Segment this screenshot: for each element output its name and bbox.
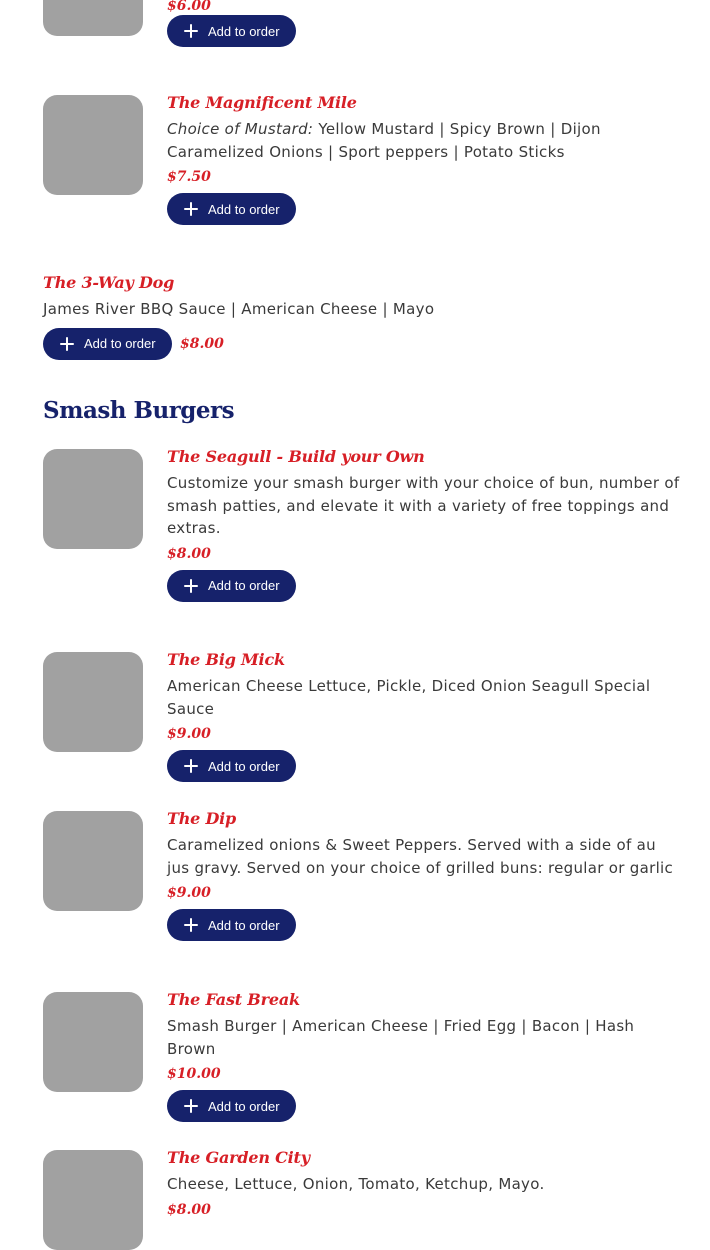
item-name[interactable]: The Magnificent Mile [167,93,357,112]
add-to-order-button[interactable] [167,570,296,602]
item-price: $6.00 [167,0,211,14]
item-description: Smash Burger | American Cheese | Fried Egg | Bacon | Hash Brown [167,1017,635,1058]
item-name[interactable]: The Seagull - Build your Own [167,447,425,466]
item-image-placeholder[interactable] [43,449,143,549]
item-description: American Cheese Lettuce, Pickle, Diced Onion Seagull Special Sauce [167,677,651,718]
item-description-text: Yellow Mustard | Spicy Brown | Dijon Caramelized Onions | Sport peppers | Potato Sticks [167,120,601,161]
item-price: $9.00 [167,726,211,742]
item-price: $10.00 [167,1066,221,1082]
item-price: $8.00 [167,1201,211,1218]
item-description-lead: Choice of Mustard: [167,120,314,138]
item-price: $9.00 [167,885,211,901]
add-to-order-button[interactable] [167,193,296,225]
item-description: Caramelized onions & Sweet Peppers. Served with a side of au jus gravy. Served on your choice of grilled buns: regular or garlic [167,836,674,877]
plus-icon [184,202,198,216]
item-image-placeholder[interactable] [43,992,143,1092]
add-to-order-label: Add to order [84,336,156,351]
plus-icon [184,24,198,38]
plus-icon [60,337,74,351]
item-price: $8.00 [180,335,224,352]
item-image-placeholder[interactable] [43,811,143,911]
item-image-placeholder[interactable] [43,0,143,36]
section-title-smash-burgers: Smash Burgers [43,397,235,424]
add-to-order-button[interactable] [167,909,296,941]
add-to-order-button[interactable] [167,1090,296,1122]
item-name[interactable]: The 3-Way Dog [43,273,175,292]
item-name[interactable]: The Garden City [167,1148,310,1167]
plus-icon [184,918,198,932]
item-description: James River BBQ Sauce | American Cheese | Mayo [43,300,435,318]
item-image-placeholder[interactable] [43,1150,143,1250]
plus-icon [184,759,198,773]
item-description: Cheese, Lettuce, Onion, Tomato, Ketchup, Mayo. [167,1175,545,1193]
item-image-placeholder[interactable] [43,95,143,195]
add-to-order-label: Add to order [208,1098,280,1114]
add-to-order-label: Add to order [208,201,280,217]
add-to-order-label: Add to order [208,23,280,39]
item-description: Customize your smash burger with your choice of bun, number of smash patties, and elevate it with a variety of free toppings and extras. [167,474,680,537]
item-name[interactable]: The Big Mick [167,650,285,669]
item-image-placeholder[interactable] [43,652,143,752]
add-to-order-button[interactable] [167,750,296,782]
item-price: $7.50 [167,169,211,185]
item-name[interactable]: The Fast Break [167,990,300,1009]
add-to-order-button[interactable] [167,15,296,47]
item-price: $8.00 [167,545,211,562]
add-to-order-button[interactable] [43,328,172,360]
item-description [167,118,680,163]
item-name[interactable]: The Dip [167,809,237,828]
add-to-order-label: Add to order [208,578,280,593]
add-to-order-label: Add to order [208,917,280,933]
plus-icon [184,1099,198,1113]
add-to-order-label: Add to order [208,758,280,774]
plus-icon [184,579,198,593]
